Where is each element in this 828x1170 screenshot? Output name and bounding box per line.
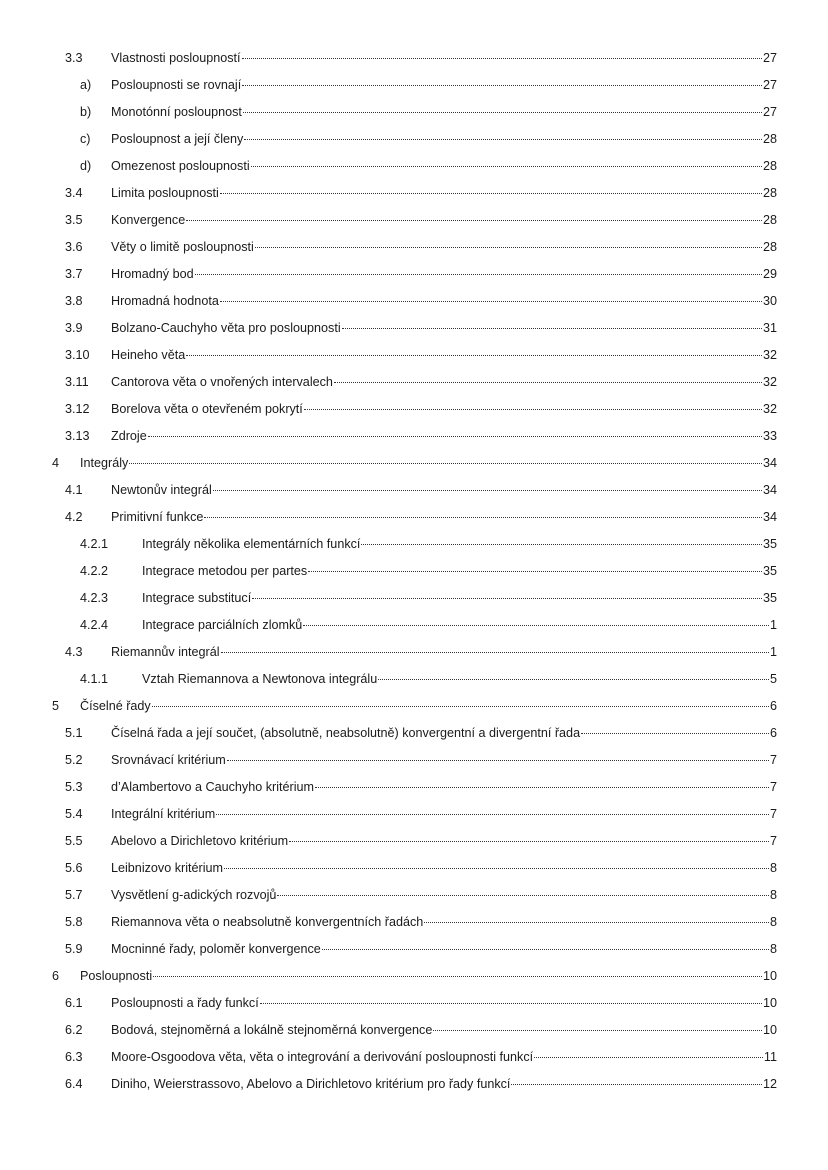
toc-entry-title[interactable]: d’Alambertovo a Cauchyho kritérium	[111, 780, 314, 794]
toc-entry-line	[142, 558, 777, 585]
toc-entry-line	[142, 531, 777, 558]
toc-entry-page-number: 27	[762, 51, 777, 65]
toc-entry[interactable]	[0, 855, 828, 882]
toc-entry-number: 6.2	[65, 1023, 83, 1037]
toc-entry-title[interactable]: Vysvětlení g-adických rozvojů	[111, 888, 277, 902]
toc-entry[interactable]	[0, 126, 828, 153]
toc-entry-number: b)	[80, 105, 92, 119]
toc-entry[interactable]	[0, 882, 828, 909]
dot-leader	[260, 1003, 762, 1004]
toc-entry-number: 4.2	[65, 510, 83, 524]
toc-entry-page-number: 12	[762, 1077, 777, 1091]
toc-entry-title[interactable]: Moore-Osgoodova věta, věta o integrování a derivování posloupnosti funkcí	[111, 1050, 534, 1064]
toc-entry-page-number: 7	[769, 807, 777, 821]
toc-entry-page-number: 32	[762, 402, 777, 416]
dot-leader	[361, 544, 762, 545]
dot-leader	[220, 301, 762, 302]
toc-entry-title[interactable]: Heineho věta	[111, 348, 186, 362]
toc-entry-number: 4.1.1	[80, 672, 109, 686]
toc-entry-number: 6.3	[65, 1050, 83, 1064]
toc-entry[interactable]	[0, 342, 828, 369]
toc-entry-title[interactable]: Monotónní posloupnost	[111, 105, 242, 119]
toc-entry-number: 5.4	[65, 807, 83, 821]
toc-entry-title[interactable]: Posloupnost a její členy	[111, 132, 244, 146]
toc-entry-line	[142, 666, 777, 693]
toc-entry-page-number: 32	[762, 348, 777, 362]
toc-entry-number: 3.3	[65, 51, 83, 65]
toc-entry-number: 4.2.1	[80, 537, 109, 551]
toc-entry-page-number: 28	[762, 132, 777, 146]
toc-entry-title[interactable]: Primitivní funkce	[111, 510, 204, 524]
toc-entry-page-number: 34	[762, 483, 777, 497]
toc-entry-page-number: 1	[769, 618, 777, 632]
toc-entry-line	[111, 882, 777, 909]
toc-entry[interactable]	[0, 531, 828, 558]
dot-leader	[152, 706, 769, 707]
toc-entry-number: 4.2.2	[80, 564, 109, 578]
toc-entry-page-number: 28	[762, 240, 777, 254]
toc-entry[interactable]	[0, 369, 828, 396]
toc-entry-line	[111, 342, 777, 369]
dot-leader	[289, 841, 769, 842]
toc-entry-title[interactable]: Abelovo a Dirichletovo kritérium	[111, 834, 289, 848]
toc-entry-line	[111, 990, 777, 1017]
dot-leader	[511, 1084, 762, 1085]
toc-entry-page-number: 10	[762, 1023, 777, 1037]
toc-entry-line	[111, 99, 777, 126]
toc-entry-number: 3.7	[65, 267, 83, 281]
toc-entry-title[interactable]: Integrace parciálních zlomků	[142, 618, 303, 632]
toc-entry-number: 3.6	[65, 240, 83, 254]
toc-entry[interactable]	[0, 963, 828, 990]
toc-entry-line	[111, 288, 777, 315]
toc-entry-line	[111, 855, 777, 882]
toc-entry[interactable]	[0, 666, 828, 693]
toc-entry-title[interactable]: Leibnizovo kritérium	[111, 861, 223, 875]
dot-leader	[195, 274, 762, 275]
toc-entry[interactable]	[0, 99, 828, 126]
toc-entry-number: 3.10	[65, 348, 90, 362]
dot-leader	[424, 922, 769, 923]
toc-entry-line	[80, 693, 777, 720]
dot-leader	[255, 247, 762, 248]
toc-entry-line	[111, 936, 777, 963]
toc-entry-page-number: 7	[769, 780, 777, 794]
toc-entry-title[interactable]: Srovnávací kritérium	[111, 753, 226, 767]
toc-entry[interactable]	[0, 720, 828, 747]
toc-entry-number: 5.8	[65, 915, 83, 929]
toc-entry-number: 6.4	[65, 1077, 83, 1091]
toc-entry-number: 5.2	[65, 753, 83, 767]
dot-leader	[322, 949, 769, 950]
dot-leader	[304, 409, 762, 410]
toc-entry-number: 4	[52, 456, 60, 470]
toc-entry[interactable]	[0, 477, 828, 504]
table-of-contents	[0, 45, 828, 1098]
toc-entry-page-number: 8	[769, 942, 777, 956]
toc-entry-line	[111, 423, 777, 450]
toc-entry-line	[111, 126, 777, 153]
toc-entry[interactable]	[0, 450, 828, 477]
toc-entry[interactable]	[0, 585, 828, 612]
toc-entry[interactable]	[0, 153, 828, 180]
dot-leader	[186, 355, 762, 356]
toc-entry-page-number: 34	[762, 456, 777, 470]
toc-entry[interactable]	[0, 612, 828, 639]
toc-entry-line	[111, 153, 777, 180]
toc-entry[interactable]	[0, 504, 828, 531]
toc-entry-title[interactable]: Integrace substitucí	[142, 591, 252, 605]
dot-leader	[216, 814, 769, 815]
toc-entry-title[interactable]: Číselná řada a její součet, (absolutně, neabsolutně) konvergentní a divergentní řada	[111, 726, 581, 740]
dot-leader	[277, 895, 769, 896]
toc-entry[interactable]	[0, 72, 828, 99]
toc-entry-line	[111, 315, 777, 342]
toc-entry[interactable]	[0, 180, 828, 207]
toc-entry-line	[111, 207, 777, 234]
dot-leader	[213, 490, 762, 491]
toc-entry-line	[111, 828, 777, 855]
toc-entry-title[interactable]: Limita posloupnosti	[111, 186, 219, 200]
toc-entry-page-number: 35	[762, 537, 777, 551]
toc-entry-number: 3.13	[65, 429, 90, 443]
toc-entry[interactable]	[0, 909, 828, 936]
toc-entry-number: 3.4	[65, 186, 83, 200]
dot-leader	[244, 139, 762, 140]
toc-entry-line	[111, 1017, 777, 1044]
toc-entry-number: 5.9	[65, 942, 83, 956]
toc-entry-line	[111, 396, 777, 423]
toc-entry-number: 3.8	[65, 294, 83, 308]
dot-leader	[334, 382, 762, 383]
toc-entry-page-number: 6	[769, 699, 777, 713]
toc-entry-line	[142, 612, 777, 639]
toc-entry-title[interactable]: Integrály	[80, 456, 129, 470]
toc-entry-title[interactable]: Newtonův integrál	[111, 483, 212, 497]
toc-entry-number: 3.5	[65, 213, 83, 227]
dot-leader	[204, 517, 762, 518]
toc-entry-number: 5.5	[65, 834, 83, 848]
toc-entry-number: 3.11	[65, 375, 89, 389]
toc-entry-number: 5.7	[65, 888, 83, 902]
toc-entry[interactable]	[0, 288, 828, 315]
toc-entry-page-number: 35	[762, 591, 777, 605]
dot-leader	[129, 463, 762, 464]
toc-entry-page-number: 8	[769, 915, 777, 929]
toc-entry[interactable]	[0, 1044, 828, 1071]
toc-entry[interactable]	[0, 1017, 828, 1044]
toc-entry-line	[111, 234, 777, 261]
toc-entry[interactable]	[0, 747, 828, 774]
toc-entry-page-number: 7	[769, 753, 777, 767]
toc-entry-title[interactable]: Borelova věta o otevřeném pokrytí	[111, 402, 303, 416]
toc-entry-line	[111, 720, 777, 747]
toc-entry-line	[111, 180, 777, 207]
toc-entry-title[interactable]: Riemannova věta o neabsolutně konvergentních řadách	[111, 915, 424, 929]
toc-entry-number: 6.1	[65, 996, 83, 1010]
toc-entry-title[interactable]: Mocninné řady, poloměr konvergence	[111, 942, 321, 956]
toc-entry-page-number: 28	[762, 213, 777, 227]
toc-entry[interactable]	[0, 693, 828, 720]
toc-entry-number: 5.1	[65, 726, 83, 740]
toc-entry[interactable]	[0, 639, 828, 666]
toc-entry-line	[111, 639, 777, 666]
dot-leader	[534, 1057, 763, 1058]
dot-leader	[221, 652, 769, 653]
toc-entry[interactable]	[0, 45, 828, 72]
toc-entry-number: 5.3	[65, 780, 83, 794]
toc-entry-page-number: 28	[762, 159, 777, 173]
toc-entry-page-number: 29	[762, 267, 777, 281]
toc-entry-page-number: 6	[769, 726, 777, 740]
toc-entry[interactable]	[0, 423, 828, 450]
toc-entry[interactable]	[0, 828, 828, 855]
toc-entry-title[interactable]: Věty o limitě posloupnosti	[111, 240, 254, 254]
toc-entry-title[interactable]: Bodová, stejnoměrná a lokálně stejnoměrná konvergence	[111, 1023, 433, 1037]
toc-entry-title[interactable]: Integrály několika elementárních funkcí	[142, 537, 361, 551]
toc-entry-title[interactable]: Hromadná hodnota	[111, 294, 219, 308]
toc-entry-number: 3.12	[65, 402, 90, 416]
dot-leader	[315, 787, 769, 788]
toc-entry-line	[111, 72, 777, 99]
toc-entry-page-number: 32	[762, 375, 777, 389]
toc-entry-number: a)	[80, 78, 92, 92]
toc-entry-title[interactable]: Integrální kritérium	[111, 807, 216, 821]
toc-entry-title[interactable]: Posloupnosti se rovnají	[111, 78, 242, 92]
toc-entry-title[interactable]: Hromadný bod	[111, 267, 194, 281]
dot-leader	[242, 85, 762, 86]
dot-leader	[433, 1030, 762, 1031]
dot-leader	[308, 571, 762, 572]
toc-entry-number: 4.1	[65, 483, 83, 497]
toc-entry-line	[111, 801, 777, 828]
toc-entry[interactable]	[0, 234, 828, 261]
toc-entry-page-number: 33	[762, 429, 777, 443]
dot-leader	[378, 679, 769, 680]
dot-leader	[242, 58, 762, 59]
toc-entry-number: d)	[80, 159, 92, 173]
toc-entry-line	[80, 963, 777, 990]
toc-entry[interactable]	[0, 774, 828, 801]
toc-entry-page-number: 10	[762, 969, 777, 983]
toc-entry-title[interactable]: Zdroje	[111, 429, 147, 443]
toc-entry-title[interactable]: Vlastnosti posloupností	[111, 51, 241, 65]
toc-entry-page-number: 8	[769, 861, 777, 875]
toc-entry-line	[80, 450, 777, 477]
toc-entry-number: 6	[52, 969, 60, 983]
toc-entry-page-number: 34	[762, 510, 777, 524]
toc-entry-title[interactable]: Omezenost posloupnosti	[111, 159, 250, 173]
toc-entry-page-number: 10	[762, 996, 777, 1010]
toc-entry-line	[111, 477, 777, 504]
dot-leader	[153, 976, 762, 977]
dot-leader	[581, 733, 769, 734]
toc-entry-title[interactable]: Integrace metodou per partes	[142, 564, 308, 578]
toc-entry-line	[111, 1071, 777, 1098]
dot-leader	[303, 625, 769, 626]
toc-entry-number: c)	[80, 132, 91, 146]
toc-entry-title[interactable]: Vztah Riemannova a Newtonova integrálu	[142, 672, 378, 686]
toc-entry-title[interactable]: Konvergence	[111, 213, 186, 227]
dot-leader	[252, 598, 762, 599]
toc-entry-line	[111, 1044, 777, 1071]
toc-entry-page-number: 28	[762, 186, 777, 200]
toc-entry-page-number: 30	[762, 294, 777, 308]
toc-entry-number: 3.9	[65, 321, 83, 335]
toc-entry-page-number: 11	[763, 1050, 777, 1064]
toc-entry-title[interactable]: Posloupnosti a řady funkcí	[111, 996, 259, 1010]
toc-entry[interactable]	[0, 396, 828, 423]
toc-entry-line	[111, 747, 777, 774]
dot-leader	[251, 166, 762, 167]
toc-entry-line	[142, 585, 777, 612]
toc-entry-page-number: 27	[762, 105, 777, 119]
dot-leader	[243, 112, 762, 113]
toc-entry-line	[111, 261, 777, 288]
dot-leader	[342, 328, 762, 329]
toc-entry[interactable]	[0, 936, 828, 963]
toc-entry-line	[111, 45, 777, 72]
toc-entry-number: 4.3	[65, 645, 83, 659]
toc-entry-page-number: 35	[762, 564, 777, 578]
toc-entry-page-number: 1	[769, 645, 777, 659]
toc-entry-page-number: 5	[769, 672, 777, 686]
toc-entry-page-number: 27	[762, 78, 777, 92]
toc-entry-number: 5.6	[65, 861, 83, 875]
toc-entry[interactable]	[0, 315, 828, 342]
toc-entry-title[interactable]: Cantorova věta o vnořených intervalech	[111, 375, 333, 389]
toc-entry[interactable]	[0, 990, 828, 1017]
toc-entry-title[interactable]: Diniho, Weierstrassovo, Abelovo a Dirichletovo kritérium pro řady funkcí	[111, 1077, 511, 1091]
toc-entry[interactable]	[0, 1071, 828, 1098]
toc-entry-page-number: 8	[769, 888, 777, 902]
toc-entry[interactable]	[0, 261, 828, 288]
toc-entry-number: 5	[52, 699, 60, 713]
toc-entry[interactable]	[0, 558, 828, 585]
dot-leader	[186, 220, 762, 221]
toc-entry-line	[111, 774, 777, 801]
dot-leader	[148, 436, 762, 437]
toc-entry-number: 4.2.3	[80, 591, 109, 605]
toc-entry-number: 4.2.4	[80, 618, 109, 632]
toc-entry-title[interactable]: Riemannův integrál	[111, 645, 220, 659]
toc-entry-line	[111, 369, 777, 396]
toc-entry[interactable]	[0, 207, 828, 234]
dot-leader	[224, 868, 769, 869]
toc-entry-page-number: 31	[762, 321, 777, 335]
toc-entry-page-number: 7	[769, 834, 777, 848]
toc-entry-title[interactable]: Posloupnosti	[80, 969, 153, 983]
dot-leader	[227, 760, 769, 761]
dot-leader	[220, 193, 762, 194]
toc-entry-line	[111, 504, 777, 531]
toc-entry-line	[111, 909, 777, 936]
toc-entry[interactable]	[0, 801, 828, 828]
toc-entry-title[interactable]: Bolzano-Cauchyho věta pro posloupnosti	[111, 321, 341, 335]
toc-entry-title[interactable]: Číselné řady	[80, 699, 151, 713]
